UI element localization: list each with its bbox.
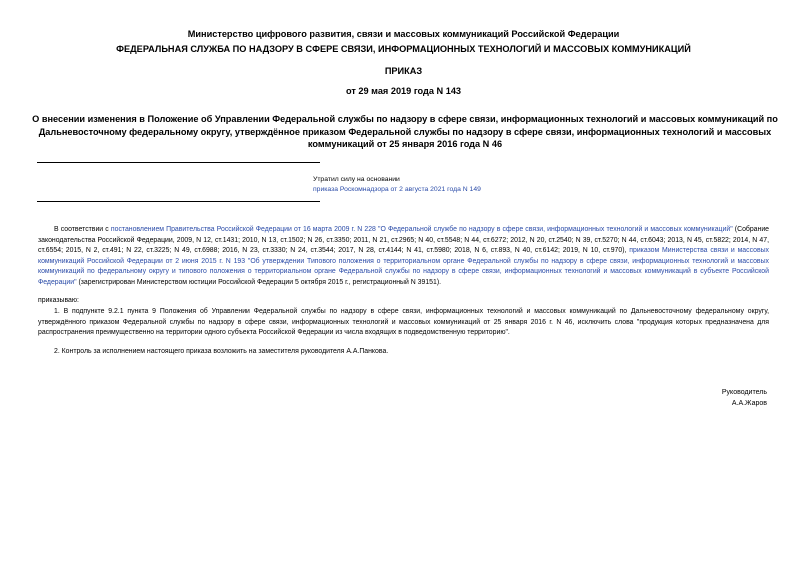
preamble-text-b: (Собрание законодательства Российской Федерации, 2009, N 12, ст.1431; 2010, N 13, ст.1502; N 26, ст.3350; 2011, N 21, ст.2965; N 40, ст.5548; N 44, ст.6272; 2012, N 20, ст.2540; N 39, ст.5270; N 44, ст.6043; 2013, N 45, ст.5822; 2014, N 47, ст.6554; 2015, N 2, ст.491; N 22, ст.3225; N 49, ст.6988; 2016, N 23, ст.3330; N 24, ст.3544; 2017, N 28, ст.4144; N 41, ст.5980; 2018, N 6, ст.893, N 40, ст.6142; 2019, N 10, ст.970),	[38, 226, 769, 255]
ministry-heading: Министерство цифрового развития, связи и массовых коммуникаций Российской Федерации	[187, 29, 620, 39]
preamble-paragraph	[38, 225, 769, 289]
clause-1: 1. В подпункте 9.2.1 пункта 9 Положения об Управлении Федеральной службы по надзору в сфере связи, информационных технологий и массовых коммуникаций по Дальневосточному федеральному округу, утверждённого приказом Федеральной службы по надзору в сфере связи, информационных технологий и массовых коммуникаций от 25 января 2016 г. N 46, исключить слова "продукция которых предназначена для распространения преимущественно на территории одного субъекта Российской Федерации из числа входящих в подведомственную территорию".	[38, 308, 769, 337]
order-word: приказываю:	[38, 297, 79, 304]
signature-title: Руководитель	[721, 389, 767, 396]
ministry-order-link[interactable]: приказом Министерства связи и массовых коммуникаций Российской Федерации от 2 июня 2015 г. N 193 "Об утверждении Типового положения о территориальном органе Федеральной службы по надзору в сфере связи, информационных технологий и массовых коммуникаций по федеральному округу и типового положения о территориальном органе Федеральной службы по надзору в сфере связи, информационных технологий и массовых коммуникаций в субъекте Российской Федерации"	[38, 247, 769, 286]
preamble-text-a: В соответствии с	[54, 226, 111, 233]
divider-bottom	[37, 201, 320, 202]
repeal-note-text: Утратил силу на основании	[313, 176, 400, 183]
signature-name: А.А.Жаров	[731, 400, 767, 407]
document-type: ПРИКАЗ	[384, 66, 423, 76]
service-heading: ФЕДЕРАЛЬНАЯ СЛУЖБА ПО НАДЗОРУ В СФЕРЕ СВЯЗИ, ИНФОРМАЦИОННЫХ ТЕХНОЛОГИЙ И МАССОВЫХ КОММУНИКАЦИЙ	[116, 44, 691, 54]
document-date: от 29 мая 2019 года N 143	[345, 86, 462, 96]
preamble-text-c: (зарегистрирован Министерством юстиции Российской Федерации 5 октября 2015 г., регистрационный N 39151).	[76, 278, 442, 286]
document-title: О внесении изменения в Положение об Управлении Федеральной службы по надзору в сфере связи, информационных технологий и массовых коммуникаций по Дальневосточному федеральному округу, утверждённое приказом Федеральной службы по надзору в сфере связи, информационных технологий и массовых коммуникаций от 25 января 2016 года N 46	[32, 114, 778, 149]
clause-2: 2. Контроль за исполнением настоящего приказа возложить на заместителя руководителя А.А.Панкова.	[54, 348, 389, 355]
divider-top	[37, 162, 320, 163]
government-decree-link[interactable]: постановлением Правительства Российской Федерации от 16 марта 2009 г. N 228 "О Федеральной службе по надзору в сфере связи, информационных технологий и массовых коммуникаций"	[110, 226, 733, 233]
repeal-note-link[interactable]: приказа Роскомнадзора от 2 августа 2021 года N 149	[313, 186, 481, 193]
